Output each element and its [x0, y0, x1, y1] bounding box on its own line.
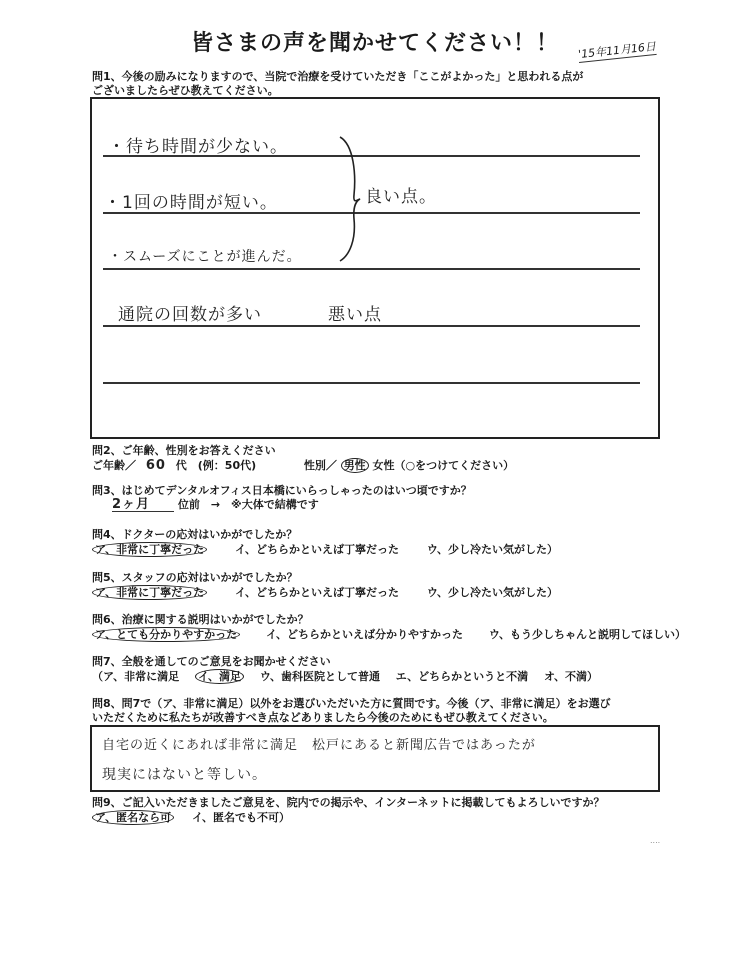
q4-options [92, 542, 558, 557]
q3-answer-row [112, 498, 319, 512]
q6-option-b[interactable]: イ、どちらかといえば分かりやすかった [265, 628, 463, 641]
answer-line [103, 325, 640, 327]
q7-options [92, 669, 598, 684]
q8-text-line2: いただくために私たちが改善すべき点などありましたら今後のためにもぜひ教えてください。 [92, 711, 554, 724]
q4-text: 問4、ドクターの応対はいかがでしたか？ [92, 528, 298, 541]
q1-text-line1: 問1、今後の励みになりますので、当院で治療を受けていただき「ここがよかった」と思われる点が [92, 70, 584, 83]
q1-answer-1: ・待ち時間が少ない。 [108, 137, 288, 157]
gender-female[interactable]: 女性（○をつけてください） [372, 459, 515, 472]
q1-answer-2: ・1回の時間が短い。 [104, 193, 278, 213]
q9-text: 問9、ご記入いただきましたご意見を、院内での掲示や、インターネットに掲載してもよろしいですか？ [92, 796, 605, 809]
q7-option-e[interactable]: オ、不満） [543, 670, 598, 683]
q8-answer-line2: 現実にはないと等しい。 [102, 767, 267, 783]
q5-option-b[interactable]: イ、どちらかといえば丁寧だった [234, 586, 399, 599]
q5-option-a-selected[interactable]: ア、非常に丁寧だった [92, 585, 207, 600]
q1-text-line2: ございましたらぜひ教えてください。 [92, 84, 279, 97]
answer-line [103, 268, 640, 270]
q5-options [92, 585, 558, 600]
age-value: 60 [145, 458, 166, 473]
q4-option-c[interactable]: ウ、少し冷たい気がした） [426, 543, 558, 556]
q9-option-b[interactable]: イ、匿名でも不可） [191, 811, 290, 824]
q6-option-c[interactable]: ウ、もう少しちゃんと説明してほしい） [488, 628, 686, 641]
q6-options [92, 627, 686, 642]
gender-label: 性別／ [303, 459, 337, 472]
page-title: 皆さまの声を聞かせてください！！ [190, 31, 559, 56]
q3-suffix: 位前 → ※大体で結構です [177, 498, 319, 511]
q2-text: 問2、ご年齢、性別をお答えください [92, 444, 276, 457]
q3-answer[interactable]: 2ヶ月 [112, 498, 174, 512]
q4-option-b[interactable]: イ、どちらかといえば丁寧だった [234, 543, 399, 556]
q7-option-c[interactable]: ウ、歯科医院として普通 [259, 670, 380, 683]
good-points-label: 良い点。 [365, 187, 437, 207]
q6-text: 問6、治療に関する説明はいかがでしたか？ [92, 613, 309, 626]
gender-male-selected[interactable]: 男性 [341, 458, 369, 473]
q7-option-b-selected[interactable]: イ、満足 [195, 669, 244, 684]
q5-option-c[interactable]: ウ、少し冷たい気がした） [426, 586, 558, 599]
q8-text-line1: 問8、問7で（ア、非常に満足）以外をお選びいただいた方に質問です。今後（ア、非常に満足）をお選び [92, 697, 611, 710]
q6-option-a-selected[interactable]: ア、とても分かりやすかった [92, 627, 240, 642]
q5-text: 問5、スタッフの応対はいかがでしたか？ [92, 571, 298, 584]
age-prefix: ご年齢／ [92, 459, 136, 472]
q9-options [92, 810, 290, 825]
handwritten-date: '15年11月16日 [577, 39, 657, 62]
q1-answer-4: 通院の回数が多い [118, 305, 262, 325]
q2-answer-row [92, 458, 514, 473]
q4-option-a-selected[interactable]: ア、非常に丁寧だった [92, 542, 207, 557]
curly-brace-icon [338, 135, 362, 263]
footer-mark: .... [650, 836, 661, 845]
q8-answer-line1: 自宅の近くにあれば非常に満足 松戸にあると新聞広告ではあったが [102, 738, 536, 753]
age-suffix: 代 (例：50代) [175, 459, 257, 472]
q7-text: 問7、全般を通してのご意見をお聞かせください [92, 655, 331, 668]
q3-text: 問3、はじめてデンタルオフィス日本橋にいらっしゃったのはいつ頃ですか？ [92, 484, 472, 497]
bad-points-label: 悪い点 [328, 305, 382, 325]
answer-line [103, 382, 640, 384]
q9-option-a-selected[interactable]: ア、匿名なら可 [92, 810, 174, 825]
q7-option-a[interactable]: （ア、非常に満足 [92, 670, 180, 683]
q1-answer-3: ・スムーズにことが進んだ。 [108, 249, 302, 265]
q7-option-d[interactable]: エ、どちらかというと不満 [395, 670, 529, 683]
